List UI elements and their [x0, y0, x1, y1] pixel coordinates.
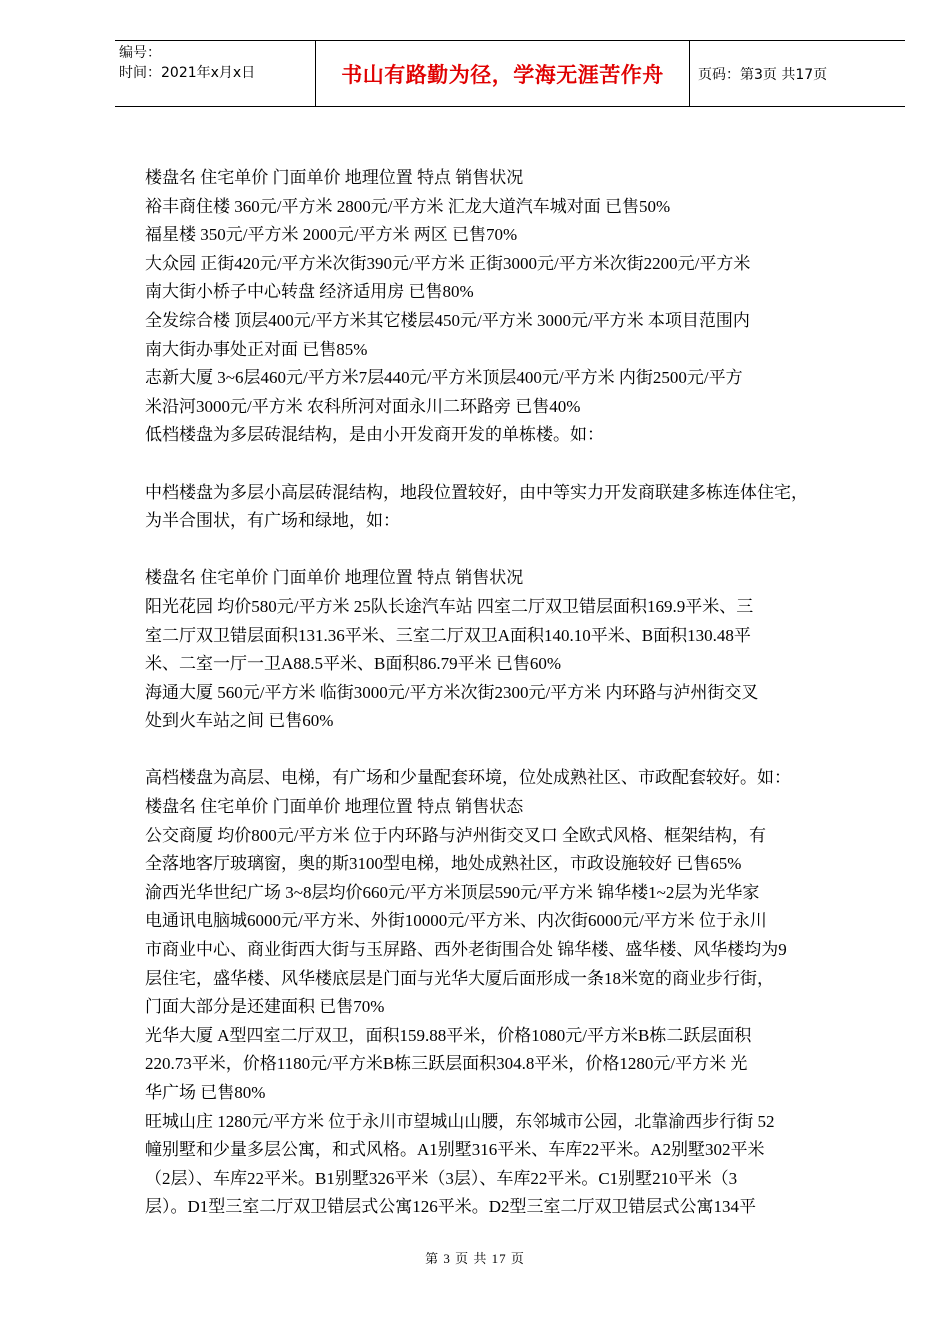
text-line: 处到火车站之间 已售60%	[145, 711, 334, 731]
text-line: 阳光花园 均价580元/平方米 25队长途汽车站 四室二厅双卫错层面积169.9平米、三	[145, 596, 754, 616]
text-line: 低档楼盘为多层砖混结构，是由小开发商开发的单栋楼。如：	[145, 425, 604, 445]
text-line: 层）。D1型三室二厅双卫错层式公寓126平米。D2型三室二厅双卫错层式公寓134平	[145, 1197, 757, 1217]
header-page-info: 页码：第3页 共17页	[698, 66, 828, 83]
text-line: 电通讯电脑城6000元/平方米、外街10000元/平方米、内次街6000元/平方米 位于永川	[145, 911, 767, 931]
text-line: 全落地客厅玻璃窗，奥的斯3100型电梯，地处成熟社区，市政设施较好 已售65%	[145, 854, 742, 874]
text-line: （2层）、车库22平米。B1别墅326平米（3层）、车库22平米。C1别墅210平米（3	[145, 1168, 738, 1188]
text-line: 楼盘名 住宅单价 门面单价 地理位置 特点 销售状态	[145, 797, 524, 817]
document-number: 编号：	[119, 45, 161, 61]
blank-line	[145, 536, 880, 565]
text-line: 楼盘名 住宅单价 门面单价 地理位置 特点 销售状况	[145, 168, 524, 187]
text-line: 米沿河3000元/平方米 农科所河对面永川二环路旁 已售40%	[145, 396, 581, 416]
header-motto: 书山有路勤为径，学海无涯苦作舟	[316, 41, 690, 106]
text-line: 门面大部分是还建面积 已售70%	[145, 997, 385, 1017]
blank-line	[145, 450, 880, 479]
text-line: 南大街小桥子中心转盘 经济适用房 已售80%	[145, 282, 474, 302]
text-line: 220.73平米，价格1180元/平方米B栋三跃层面积304.8平米，价格1280元/平方米 光	[145, 1054, 748, 1074]
text-line: 市商业中心、商业街西大街与玉屏路、西外老街围合处 锦华楼、盛华楼、风华楼均为9	[145, 940, 787, 960]
text-line: 中档楼盘为多层小高层砖混结构，地段位置较好，由中等实力开发商联建多栋连体住宅，	[145, 482, 808, 502]
text-line: 大众园 正街420元/平方米次街390元/平方米 正街3000元/平方米次街2200元/平方米	[145, 253, 751, 273]
header-meta	[115, 41, 316, 106]
text-line: 层住宅，盛华楼、风华楼底层是门面与光华大厦后面形成一条18米宽的商业步行街，	[145, 968, 774, 988]
text-line: 南大街办事处正对面 已售85%	[145, 339, 368, 359]
text-line: 室二厅双卫错层面积131.36平米、三室二厅双卫A面积140.10平米、B面积130.48平	[145, 625, 751, 645]
text-line: 米、二室一厅一卫A88.5平米、B面积86.79平米 已售60%	[145, 654, 562, 674]
text-line: 高档楼盘为高层、电梯，有广场和少量配套环境，位处成熟社区、市政配套较好。如：	[145, 768, 791, 788]
text-line: 幢别墅和少量多层公寓，和式风格。A1别墅316平米、车库22平米。A2别墅302平米	[145, 1140, 765, 1160]
text-line: 全发综合楼 顶层400元/平方米其它楼层450元/平方米 3000元/平方米 本项目范围内	[145, 310, 750, 330]
text-line: 光华大厦 A型四室二厅双卫，面积159.88平米，价格1080元/平方米B栋二跃层面积	[145, 1025, 752, 1045]
document-body	[145, 164, 880, 1222]
text-line: 福星楼 350元/平方米 2000元/平方米 两区 已售70%	[145, 225, 518, 245]
blank-line	[145, 736, 880, 765]
document-time: 时间：2021年x月x日	[119, 65, 256, 81]
text-line: 渝西光华世纪广场 3~8层均价660元/平方米顶层590元/平方米 锦华楼1~2层为光华家	[145, 882, 760, 902]
text-line: 为半合围状，有广场和绿地，如：	[145, 511, 400, 531]
text-line: 旺城山庄 1280元/平方米 位于永川市望城山山腰，东邻城市公园，北靠渝西步行街 52	[145, 1111, 775, 1131]
text-line: 华广场 已售80%	[145, 1083, 266, 1102]
text-line: 公交商厦 均价800元/平方米 位于内环路与泸州街交叉口 全欧式风格、框架结构，有	[145, 825, 766, 845]
page-footer: 第 3 页 共 17 页	[425, 1251, 525, 1266]
text-line: 裕丰商住楼 360元/平方米 2800元/平方米 汇龙大道汽车城对面 已售50%	[145, 196, 671, 216]
text-line: 海通大厦 560元/平方米 临街3000元/平方米次街2300元/平方米 内环路与泸州街交叉	[145, 682, 759, 702]
page-header	[115, 40, 905, 107]
text-line: 楼盘名 住宅单价 门面单价 地理位置 特点 销售状况	[145, 568, 524, 588]
text-line: 志新大厦 3~6层460元/平方米7层440元/平方米顶层400元/平方米 内街2500元/平方	[145, 368, 743, 388]
